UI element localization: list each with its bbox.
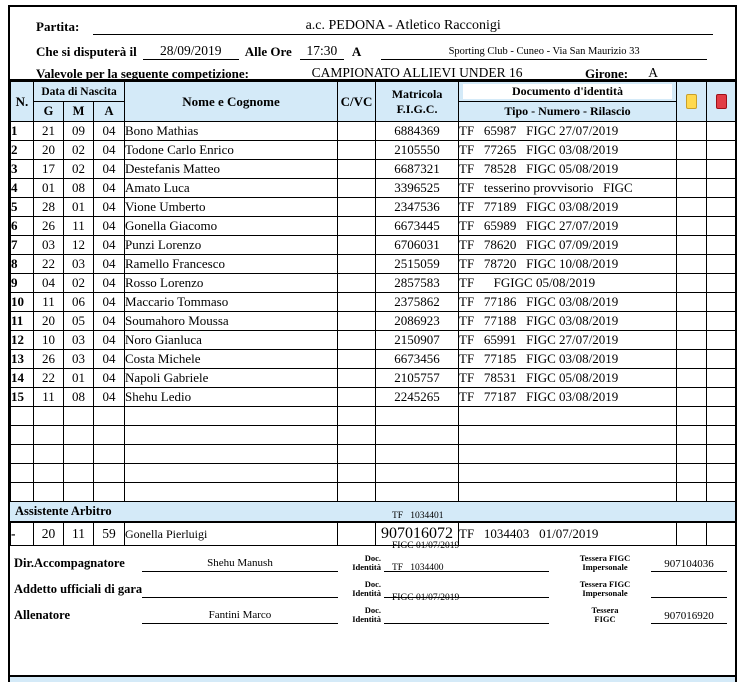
red-card-cell <box>707 217 736 236</box>
player-name: Punzi Lorenzo <box>125 236 338 255</box>
player-name: Noro Gianluca <box>125 331 338 350</box>
table-row <box>11 464 736 483</box>
matricola-cell: 6673456 <box>376 350 459 369</box>
cvc-cell <box>338 198 376 217</box>
cvc-cell <box>338 388 376 407</box>
document-cell: TF 65991 FIGC 27/07/2019 <box>459 331 677 350</box>
at-label: A <box>351 44 362 59</box>
yellow-card-cell <box>677 331 707 350</box>
col-header-name: Nome e Cognome <box>125 82 338 122</box>
player-rows <box>11 122 736 502</box>
birth-month: 08 <box>64 179 94 198</box>
birth-month: 03 <box>64 255 94 274</box>
cvc-cell <box>338 312 376 331</box>
official-name-field: Shehu Manush <box>142 557 338 572</box>
yellow-card-cell <box>677 160 707 179</box>
document-cell: TF 77186 FIGC 03/08/2019 <box>459 293 677 312</box>
birth-month: 11 <box>64 217 94 236</box>
doc-identity-label: Doc. Identità <box>352 579 381 598</box>
cvc-cell <box>338 160 376 179</box>
document-cell: TF 65989 FIGC 27/07/2019 <box>459 217 677 236</box>
assistant-table <box>10 522 736 546</box>
document-cell <box>459 426 677 445</box>
player-name: Bono Mathias <box>125 122 338 141</box>
document-cell: TF 65987 FIGC 27/07/2019 <box>459 122 677 141</box>
cvc-cell <box>338 426 376 445</box>
birth-year: 04 <box>94 198 125 217</box>
cvc-cell <box>338 179 376 198</box>
col-header-birth: Data di Nascita <box>34 82 125 102</box>
table-row <box>11 179 736 198</box>
matricola-label-line2: F.I.G.C. <box>396 101 438 116</box>
time-label: Alle Ore <box>244 44 292 59</box>
col-header-matricola <box>376 82 459 122</box>
partita-label: Partita: <box>36 19 80 34</box>
document-cell: TF 78528 FIGC 05/08/2019 <box>459 160 677 179</box>
red-card-cell <box>707 198 736 217</box>
col-header-doc <box>459 82 677 102</box>
girone-field: A <box>634 65 672 82</box>
player-name <box>125 426 338 445</box>
cvc-cell <box>338 445 376 464</box>
yellow-card-cell <box>677 464 707 483</box>
tessera-figc-label: Tessera FIGC Impersonale <box>579 579 631 598</box>
tessera-number-field <box>651 596 727 598</box>
birth-year: 04 <box>94 160 125 179</box>
document-cell <box>459 407 677 426</box>
cvc-cell <box>338 369 376 388</box>
tessera-figc-label: Tessera FIGC <box>591 605 619 624</box>
cvc-cell <box>338 236 376 255</box>
player-number: 8 <box>11 255 34 274</box>
player-number <box>11 445 34 464</box>
table-row <box>11 236 736 255</box>
player-name <box>125 483 338 502</box>
table-row <box>11 369 736 388</box>
yellow-card-cell <box>677 445 707 464</box>
yellow-card-cell <box>677 407 707 426</box>
player-name: Ramello Francesco <box>125 255 338 274</box>
official-document-field: TF 1034401 FIGC 01/07/2019 <box>384 491 549 572</box>
assistant-birth-year: 59 <box>94 523 125 546</box>
birth-year: 04 <box>94 217 125 236</box>
competition-field: CAMPIONATO ALLIEVI UNDER 16 <box>257 65 577 82</box>
birth-day: 01 <box>34 179 64 198</box>
matricola-label-line1: Matricola <box>391 86 443 101</box>
birth-month <box>64 407 94 426</box>
col-header-g: G <box>34 102 64 122</box>
player-name: Vione Umberto <box>125 198 338 217</box>
roster-table <box>10 81 736 502</box>
yellow-card-cell <box>677 369 707 388</box>
matricola-cell: 6673445 <box>376 217 459 236</box>
red-card-icon <box>716 94 727 109</box>
col-header-n: N. <box>11 82 34 122</box>
col-header-yellow-card <box>677 82 707 122</box>
red-card-cell <box>707 236 736 255</box>
document-cell: TF 77187 FIGC 03/08/2019 <box>459 388 677 407</box>
birth-month: 05 <box>64 312 94 331</box>
birth-year: 04 <box>94 293 125 312</box>
player-number: 13 <box>11 350 34 369</box>
player-number: 1 <box>11 122 34 141</box>
player-number: 10 <box>11 293 34 312</box>
birth-year: 04 <box>94 236 125 255</box>
red-card-cell <box>707 369 736 388</box>
official-document-field: TF 1034400 FIGC 01/07/2019 <box>384 543 549 624</box>
official-name-field <box>142 595 338 598</box>
assistant-cvc <box>338 523 376 546</box>
col-header-m: M <box>64 102 94 122</box>
match-roster-form <box>8 5 737 682</box>
competition-label: Valevole per la seguente competizione: <box>36 66 250 81</box>
matricola-cell: 3396525 <box>376 179 459 198</box>
official-role-label: Allenatore <box>14 608 71 622</box>
birth-year: 04 <box>94 122 125 141</box>
table-row <box>11 198 736 217</box>
birth-month: 06 <box>64 293 94 312</box>
matricola-cell <box>376 445 459 464</box>
table-row <box>11 160 736 179</box>
red-card-cell <box>707 464 736 483</box>
matricola-cell <box>376 426 459 445</box>
assistant-birth-day: 20 <box>34 523 64 546</box>
yellow-card-cell <box>677 426 707 445</box>
partita-field: a.c. PEDONA - Atletico Racconigi <box>93 18 713 35</box>
red-card-cell <box>707 179 736 198</box>
birth-month: 01 <box>64 198 94 217</box>
official-row <box>14 575 729 601</box>
yellow-card-cell <box>677 293 707 312</box>
yellow-card-cell <box>677 483 707 502</box>
player-name: Amato Luca <box>125 179 338 198</box>
red-card-cell <box>707 426 736 445</box>
document-cell: TF tesserino provvisorio FIGC <box>459 179 677 198</box>
player-name <box>125 407 338 426</box>
red-card-cell <box>707 122 736 141</box>
matricola-cell: 6706031 <box>376 236 459 255</box>
player-name <box>125 464 338 483</box>
birth-month: 02 <box>64 160 94 179</box>
birth-month <box>64 483 94 502</box>
competition-line <box>36 60 725 82</box>
red-card-cell <box>707 255 736 274</box>
birth-year: 04 <box>94 255 125 274</box>
col-header-cvc: C/VC <box>338 82 376 122</box>
cvc-cell <box>338 350 376 369</box>
birth-day: 26 <box>34 217 64 236</box>
red-card-cell <box>707 445 736 464</box>
yellow-card-cell <box>677 312 707 331</box>
table-row <box>11 122 736 141</box>
birth-year <box>94 407 125 426</box>
cvc-cell <box>338 217 376 236</box>
player-name <box>125 445 338 464</box>
player-number: 9 <box>11 274 34 293</box>
yellow-card-cell <box>677 217 707 236</box>
birth-day: 21 <box>34 122 64 141</box>
document-cell: TF 78531 FIGC 05/08/2019 <box>459 369 677 388</box>
yellow-card-cell <box>677 388 707 407</box>
birth-year <box>94 445 125 464</box>
cvc-cell <box>338 331 376 350</box>
birth-day: 22 <box>34 255 64 274</box>
girone-label: Girone: <box>585 66 629 81</box>
assistant-n: - <box>11 523 34 546</box>
col-header-a: A <box>94 102 125 122</box>
birth-year <box>94 464 125 483</box>
table-row <box>11 274 736 293</box>
doc-header-label: Documento d'identità <box>463 84 672 99</box>
birth-year: 04 <box>94 312 125 331</box>
birth-month: 03 <box>64 350 94 369</box>
date-field: 28/09/2019 <box>143 43 239 60</box>
player-number <box>11 426 34 445</box>
birth-month: 09 <box>64 122 94 141</box>
birth-year: 04 <box>94 369 125 388</box>
birth-day: 28 <box>34 198 64 217</box>
matricola-cell: 2515059 <box>376 255 459 274</box>
official-name-field: Fantini Marco <box>142 609 338 624</box>
player-number <box>11 483 34 502</box>
birth-day <box>34 445 64 464</box>
time-field: 17:30 <box>300 43 344 60</box>
birth-year <box>94 426 125 445</box>
birth-month: 01 <box>64 369 94 388</box>
document-cell <box>459 464 677 483</box>
official-role-label: Dir.Accompagnatore <box>14 556 125 570</box>
assistant-red-cell <box>707 523 736 546</box>
document-cell: TF 78720 FIGC 10/08/2019 <box>459 255 677 274</box>
player-name: Maccario Tommaso <box>125 293 338 312</box>
birth-month: 02 <box>64 141 94 160</box>
cvc-cell <box>338 483 376 502</box>
table-row <box>11 426 736 445</box>
birth-year: 04 <box>94 179 125 198</box>
date-label: Che si disputerà il <box>36 44 137 59</box>
matricola-cell: 2375862 <box>376 293 459 312</box>
birth-day <box>34 483 64 502</box>
player-number: 4 <box>11 179 34 198</box>
table-row <box>11 350 736 369</box>
cvc-cell <box>338 293 376 312</box>
matricola-cell: 2150907 <box>376 331 459 350</box>
tessera-number-field: 907104036 <box>651 558 727 572</box>
player-number: 14 <box>11 369 34 388</box>
assistant-section-label: Assistente Arbitro <box>15 504 112 518</box>
player-name: Shehu Ledio <box>125 388 338 407</box>
assistant-row <box>11 523 736 546</box>
matricola-cell <box>376 464 459 483</box>
table-row <box>11 293 736 312</box>
matricola-cell: 2086923 <box>376 312 459 331</box>
cvc-cell <box>338 407 376 426</box>
birth-year: 04 <box>94 141 125 160</box>
doc-identity-label: Doc. Identità <box>352 553 381 572</box>
assistant-document: TF 1034403 01/07/2019 <box>459 523 677 546</box>
birth-day: 20 <box>34 312 64 331</box>
document-cell: TF 77185 FIGC 03/08/2019 <box>459 350 677 369</box>
assistant-name: Gonella Pierluigi <box>125 523 338 546</box>
birth-month: 12 <box>64 236 94 255</box>
birth-day: 17 <box>34 160 64 179</box>
table-row <box>11 445 736 464</box>
birth-year: 04 <box>94 350 125 369</box>
yellow-card-cell <box>677 274 707 293</box>
red-card-cell <box>707 141 736 160</box>
red-card-cell <box>707 331 736 350</box>
cvc-cell <box>338 141 376 160</box>
birth-day <box>34 464 64 483</box>
matricola-cell: 6687321 <box>376 160 459 179</box>
player-number <box>11 464 34 483</box>
assistant-matricola: 907016072 <box>376 523 459 546</box>
cvc-cell <box>338 255 376 274</box>
date-time-line <box>36 36 725 60</box>
table-row <box>11 217 736 236</box>
birth-day: 03 <box>34 236 64 255</box>
birth-month <box>64 464 94 483</box>
birth-month <box>64 445 94 464</box>
document-cell: TF 77188 FIGC 03/08/2019 <box>459 312 677 331</box>
birth-month <box>64 426 94 445</box>
player-name: Rosso Lorenzo <box>125 274 338 293</box>
table-row <box>11 483 736 502</box>
venue-field: Sporting Club - Cuneo - Via San Maurizio 33 <box>381 46 707 60</box>
birth-day: 20 <box>34 141 64 160</box>
player-name: Soumahoro Moussa <box>125 312 338 331</box>
player-number: 7 <box>11 236 34 255</box>
document-cell <box>459 445 677 464</box>
tessera-figc-label: Tessera FIGC Impersonale <box>579 553 631 572</box>
red-card-cell <box>707 274 736 293</box>
player-number: 6 <box>11 217 34 236</box>
col-header-doc-sub: Tipo - Numero - Rilascio <box>459 102 677 122</box>
player-name: Gonella Giacomo <box>125 217 338 236</box>
matricola-cell: 2245265 <box>376 388 459 407</box>
matricola-cell: 2105550 <box>376 141 459 160</box>
player-number: 12 <box>11 331 34 350</box>
birth-day: 22 <box>34 369 64 388</box>
matricola-cell: 2105757 <box>376 369 459 388</box>
table-row <box>11 255 736 274</box>
birth-day <box>34 426 64 445</box>
cvc-cell <box>338 274 376 293</box>
bottom-band <box>10 675 735 682</box>
matricola-cell: 2857583 <box>376 274 459 293</box>
red-card-cell <box>707 293 736 312</box>
document-cell: TF FGIGC 05/08/2019 <box>459 274 677 293</box>
matricola-cell: 6884369 <box>376 122 459 141</box>
player-name: Napoli Gabriele <box>125 369 338 388</box>
document-cell: TF 78620 FIGC 07/09/2019 <box>459 236 677 255</box>
match-line <box>36 12 725 35</box>
player-number: 2 <box>11 141 34 160</box>
player-number: 3 <box>11 160 34 179</box>
red-card-cell <box>707 407 736 426</box>
yellow-card-cell <box>677 350 707 369</box>
birth-year <box>94 483 125 502</box>
table-row <box>11 407 736 426</box>
table-row <box>11 331 736 350</box>
player-name: Costa Michele <box>125 350 338 369</box>
col-header-red-card <box>707 82 736 122</box>
red-card-cell <box>707 312 736 331</box>
player-number <box>11 407 34 426</box>
assistant-yellow-cell <box>677 523 707 546</box>
matricola-cell: 2347536 <box>376 198 459 217</box>
yellow-card-cell <box>677 198 707 217</box>
red-card-cell <box>707 160 736 179</box>
yellow-card-cell <box>677 179 707 198</box>
red-card-cell <box>707 350 736 369</box>
yellow-card-cell <box>677 141 707 160</box>
birth-month: 03 <box>64 331 94 350</box>
player-number: 5 <box>11 198 34 217</box>
yellow-card-cell <box>677 122 707 141</box>
yellow-card-icon <box>686 94 697 109</box>
player-number: 15 <box>11 388 34 407</box>
document-cell: TF 77265 FIGC 03/08/2019 <box>459 141 677 160</box>
player-number: 11 <box>11 312 34 331</box>
tessera-number-field: 907016920 <box>651 610 727 624</box>
official-role-label: Addetto ufficiali di gara <box>14 582 143 596</box>
birth-day: 11 <box>34 293 64 312</box>
birth-year: 04 <box>94 388 125 407</box>
player-name: Destefanis Matteo <box>125 160 338 179</box>
birth-year: 04 <box>94 331 125 350</box>
document-cell: TF 77189 FIGC 03/08/2019 <box>459 198 677 217</box>
birth-month: 08 <box>64 388 94 407</box>
yellow-card-cell <box>677 255 707 274</box>
assistant-birth-month: 11 <box>64 523 94 546</box>
birth-year: 04 <box>94 274 125 293</box>
red-card-cell <box>707 388 736 407</box>
red-card-cell <box>707 483 736 502</box>
cvc-cell <box>338 464 376 483</box>
cvc-cell <box>338 122 376 141</box>
table-row <box>11 388 736 407</box>
doc-identity-label: Doc. Identità <box>352 605 381 624</box>
birth-day: 26 <box>34 350 64 369</box>
assistant-section-header <box>10 502 735 522</box>
table-row <box>11 141 736 160</box>
birth-day: 10 <box>34 331 64 350</box>
birth-day: 11 <box>34 388 64 407</box>
match-header <box>10 7 735 81</box>
player-name: Todone Carlo Enrico <box>125 141 338 160</box>
matricola-cell <box>376 407 459 426</box>
table-row <box>11 312 736 331</box>
yellow-card-cell <box>677 236 707 255</box>
birth-day <box>34 407 64 426</box>
birth-day: 04 <box>34 274 64 293</box>
birth-month: 02 <box>64 274 94 293</box>
